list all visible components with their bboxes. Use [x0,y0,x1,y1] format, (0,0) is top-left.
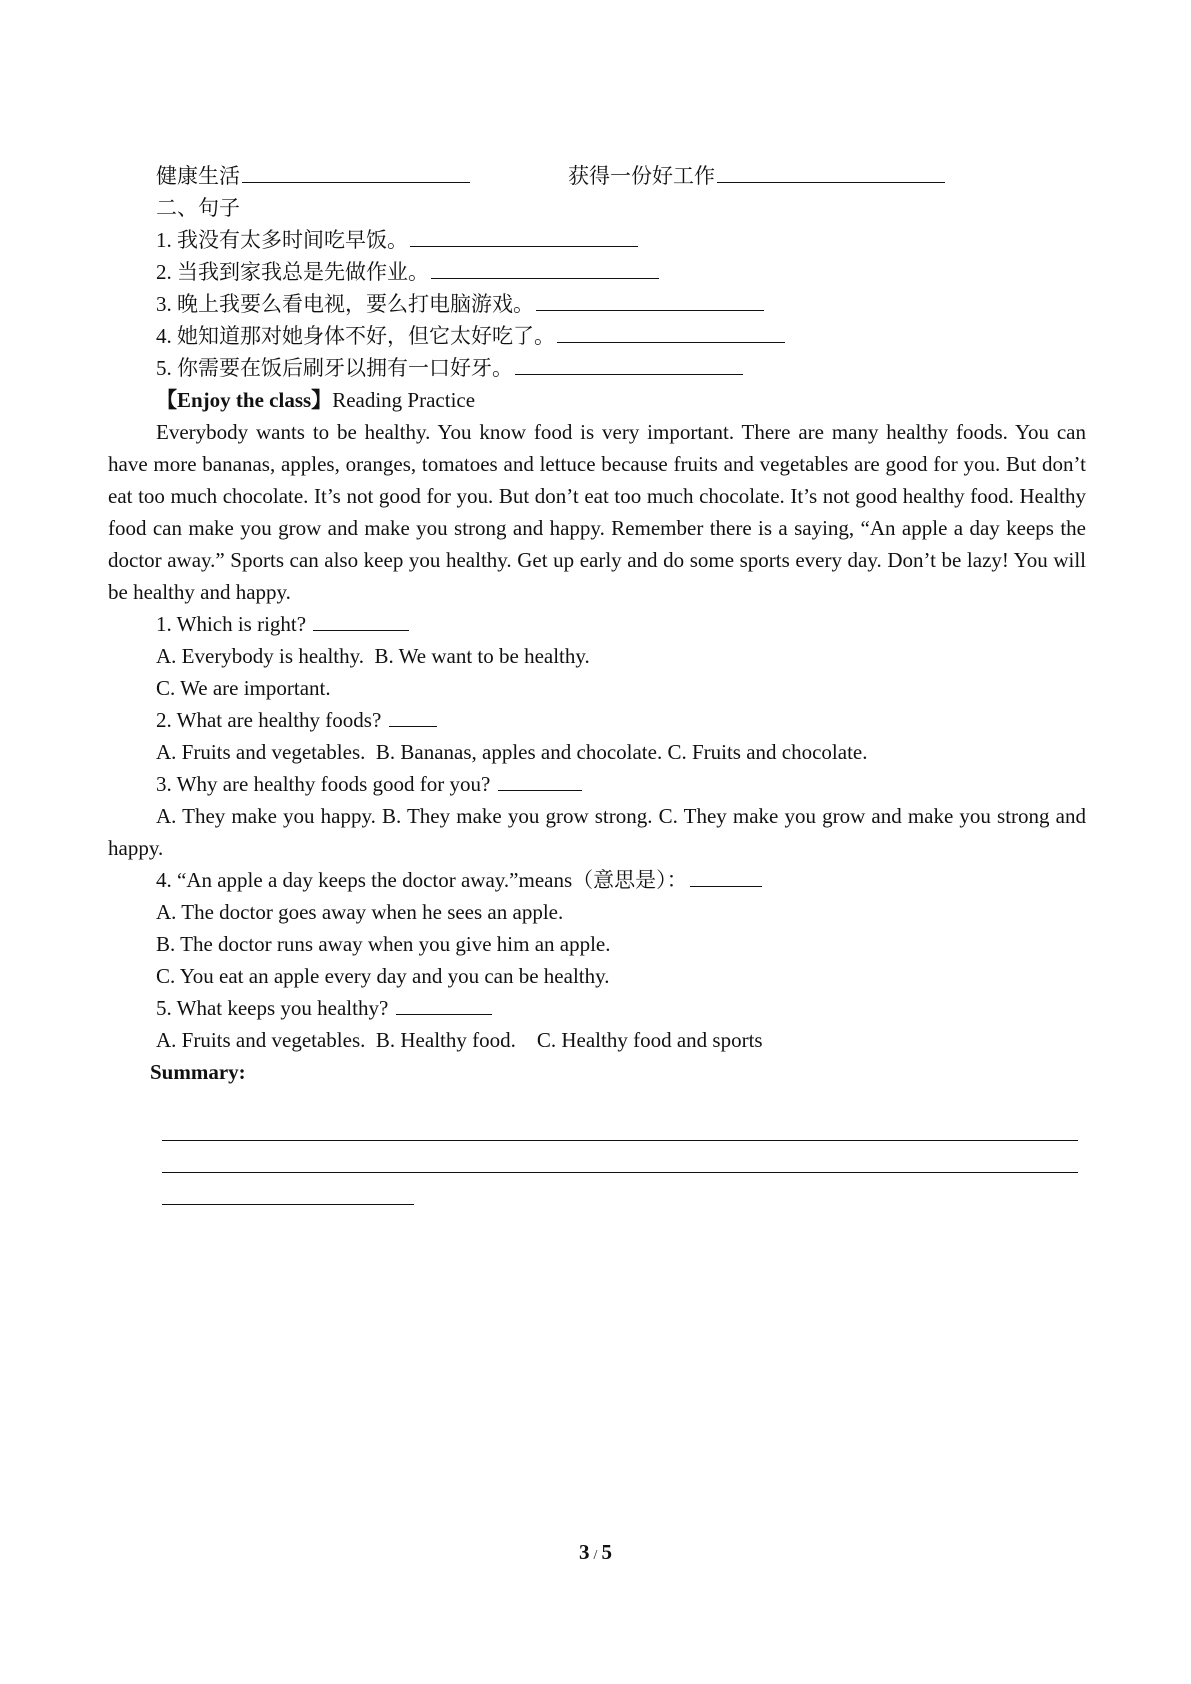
question-4-option-b: B. The doctor runs away when you give him an apple. [156,932,611,956]
answer-blank[interactable] [498,770,582,791]
answer-blank[interactable] [536,290,764,311]
answer-blank[interactable] [396,994,492,1015]
answer-blank[interactable] [389,706,437,727]
sentence-item: 5. 你需要在饭后刷牙以拥有一口好牙。 [108,352,1086,384]
question-1-option-c: C. We are important. [156,676,331,700]
question-4-option-a: A. The doctor goes away when he sees an apple. [156,900,564,924]
current-page: 3 [579,1540,590,1564]
summary-writing-line[interactable] [162,1204,414,1205]
phrase-healthy-life [156,160,470,192]
sentence-item: 2. 当我到家我总是先做作业。 [108,256,1086,288]
question-2-options: A. Fruits and vegetables. B. Bananas, apples and chocolate. C. Fruits and chocolate. [156,740,868,764]
question-2: 2. What are healthy foods? [108,704,1086,736]
answer-blank[interactable] [690,866,762,887]
answer-blank[interactable] [313,610,409,631]
phrase-label: 获得一份好工作 [568,164,715,188]
question-3-options: A. They make you happy. B. They make you grow strong. C. They make you grow and make you strong and happy. [108,804,1086,860]
answer-blank[interactable] [557,322,785,343]
worksheet-content [108,160,1086,1088]
answer-blank[interactable] [242,162,470,183]
phrase-label: 健康生活 [156,164,240,188]
total-pages: 5 [601,1540,612,1564]
sentence-item: 1. 我没有太多时间吃早饭。 [108,224,1086,256]
reading-title-bold: 【Enjoy the class】 [156,388,333,412]
answer-blank[interactable] [717,162,945,183]
page-number [0,1540,1191,1565]
question-3: 3. Why are healthy foods good for you? [108,768,1086,800]
question-4-option-c: C. You eat an apple every day and you can be healthy. [156,964,610,988]
summary-writing-line[interactable] [162,1172,1078,1173]
reading-title-rest: Reading Practice [332,388,476,412]
answer-blank[interactable] [515,354,743,375]
question-5: 5. What keeps you healthy? [108,992,1086,1024]
reading-title [108,384,1086,416]
question-4: 4. “An apple a day keeps the doctor away.”means（意思是）： [108,864,1086,896]
phrase-good-job [568,160,945,192]
question-1: 1. Which is right? [108,608,1086,640]
summary-label: Summary: [150,1060,246,1084]
sentence-item: 3. 晚上我要么看电视，要么打电脑游戏。 [108,288,1086,320]
sentences-heading: 二、句子 [156,196,240,220]
summary-writing-line[interactable] [162,1140,1078,1141]
reading-passage: Everybody wants to be healthy. You know food is very important. There are many healthy foods. You can have more bananas, apples, oranges, tomatoes and lettuce because fruits and vegetables are good for you. But don’t eat too much chocolate. It’s not good for you. But don’t eat too much chocolate. It’s not good healthy food. Healthy food can make you grow and make you strong and happy. Remember there is a saying, “An apple a day keeps the doctor away.” Sports can also keep you healthy. Get up early and do some sports every day. Don’t be lazy! You will be healthy and happy. [108,420,1086,604]
phrase-row [108,160,1086,192]
sentence-item: 4. 她知道那对她身体不好，但它太好吃了。 [108,320,1086,352]
question-5-options: A. Fruits and vegetables. B. Healthy food. C. Healthy food and sports [156,1028,763,1052]
answer-blank[interactable] [431,258,659,279]
answer-blank[interactable] [410,226,638,247]
question-1-options: A. Everybody is healthy. B. We want to be healthy. [156,644,590,668]
page-separator: / [593,1548,598,1563]
